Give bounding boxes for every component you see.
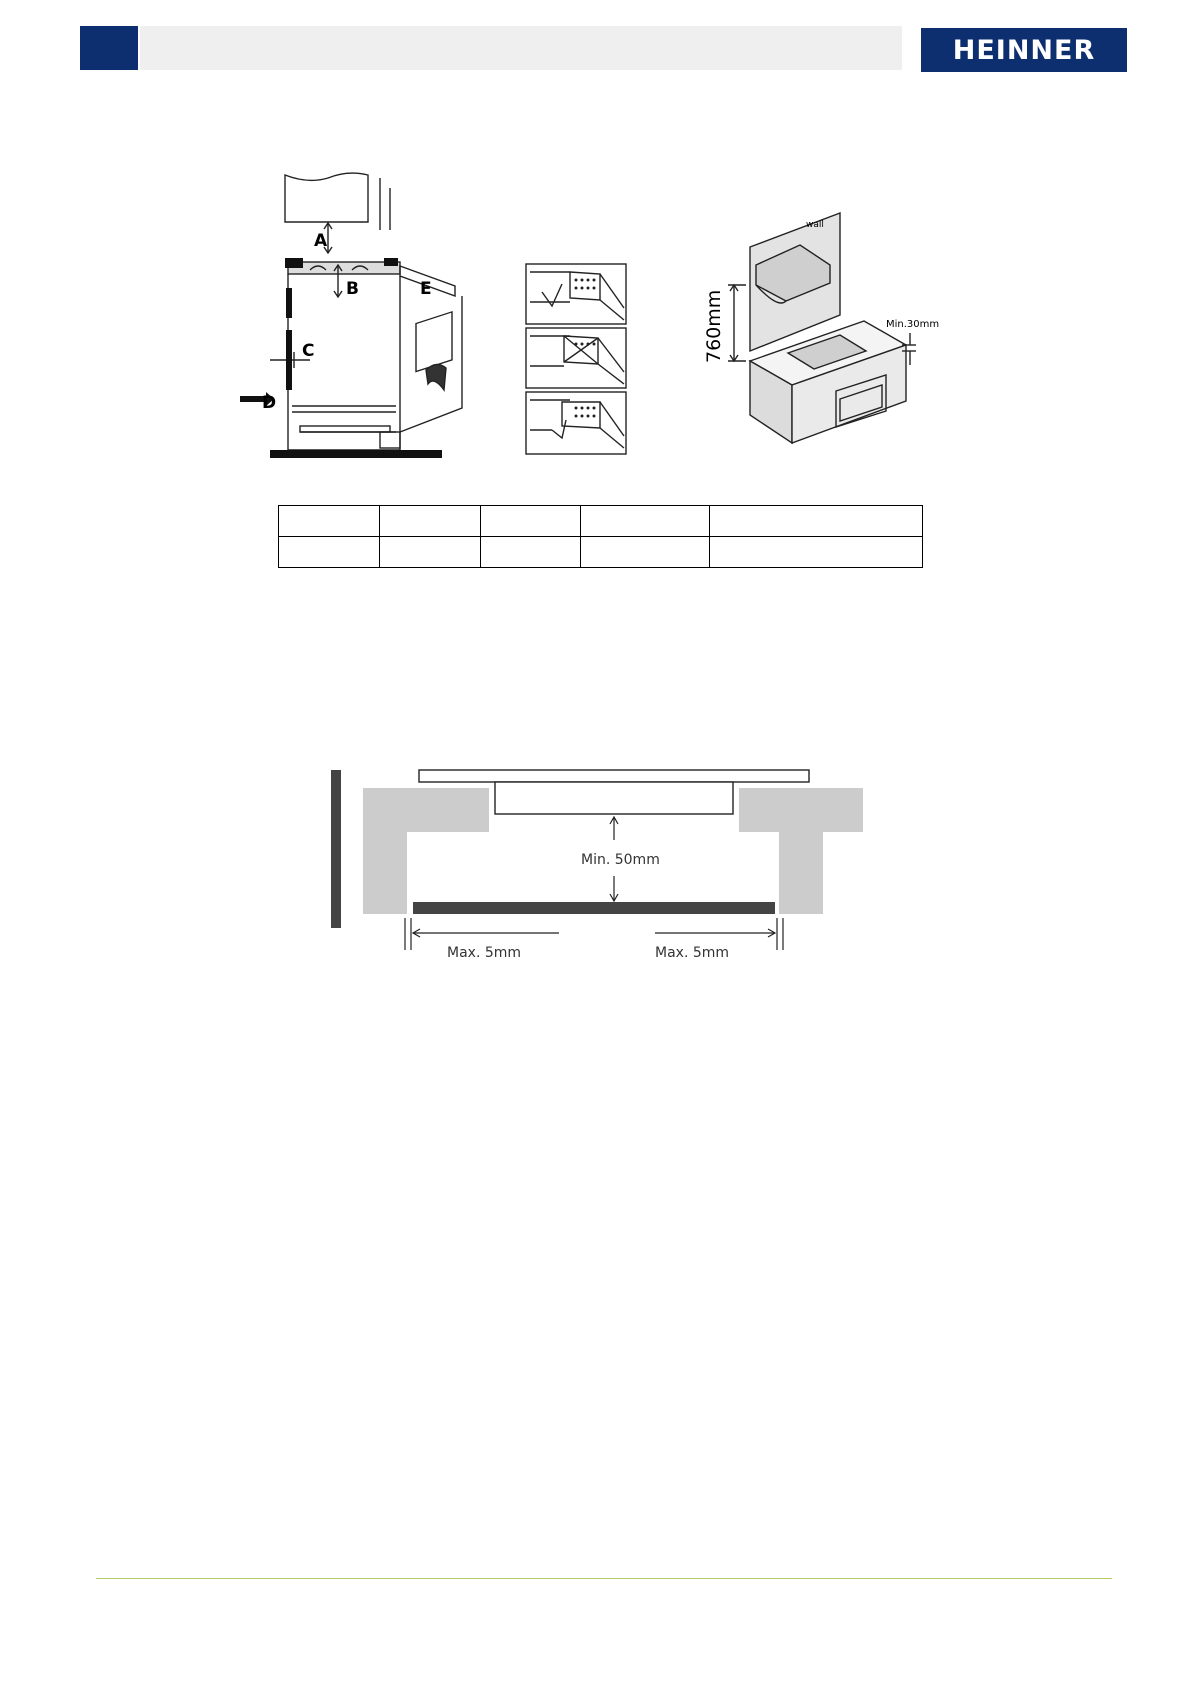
wall-label: wall	[806, 220, 824, 230]
clearance-diagram	[230, 170, 470, 470]
table-cell	[581, 506, 710, 537]
table-cell	[710, 537, 923, 568]
under-hob-gap-diagram	[325, 760, 865, 960]
table-cell	[581, 537, 710, 568]
clearance-label-b: B	[346, 279, 359, 299]
table-cell	[481, 537, 581, 568]
hob-body	[495, 782, 733, 814]
brand-logo	[921, 28, 1127, 72]
clearance-table	[278, 505, 923, 568]
left-counter-section	[363, 788, 489, 914]
table-cell	[710, 506, 923, 537]
table-cell	[279, 506, 380, 537]
wall-section	[331, 770, 341, 928]
clearance-label-c: C	[302, 341, 315, 361]
min-gap-label: Min.30mm	[886, 319, 940, 330]
clearance-label-d: D	[262, 393, 277, 413]
table-cell	[380, 537, 481, 568]
table-cell	[481, 506, 581, 537]
install-height-diagram	[690, 205, 960, 455]
table-row	[279, 506, 923, 537]
min-gap-label: Min. 50mm	[581, 852, 660, 868]
bottom-panel	[413, 902, 775, 914]
header-accent-block	[80, 26, 138, 70]
table-cell	[279, 537, 380, 568]
clearance-label-e: E	[420, 279, 432, 299]
hob-plate	[419, 770, 809, 782]
height-dimension-label: 760mm	[703, 289, 725, 363]
header-bar	[140, 26, 902, 70]
max-right-label: Max. 5mm	[655, 945, 730, 960]
table-row	[279, 537, 923, 568]
bracket-detail-diagram	[520, 262, 632, 456]
table-cell	[380, 506, 481, 537]
clearance-label-a: A	[314, 231, 328, 251]
right-counter-section	[739, 788, 863, 914]
footer-divider	[96, 1578, 1112, 1579]
brand-logo-text: HEINNER	[952, 34, 1096, 66]
max-left-label: Max. 5mm	[447, 945, 522, 960]
